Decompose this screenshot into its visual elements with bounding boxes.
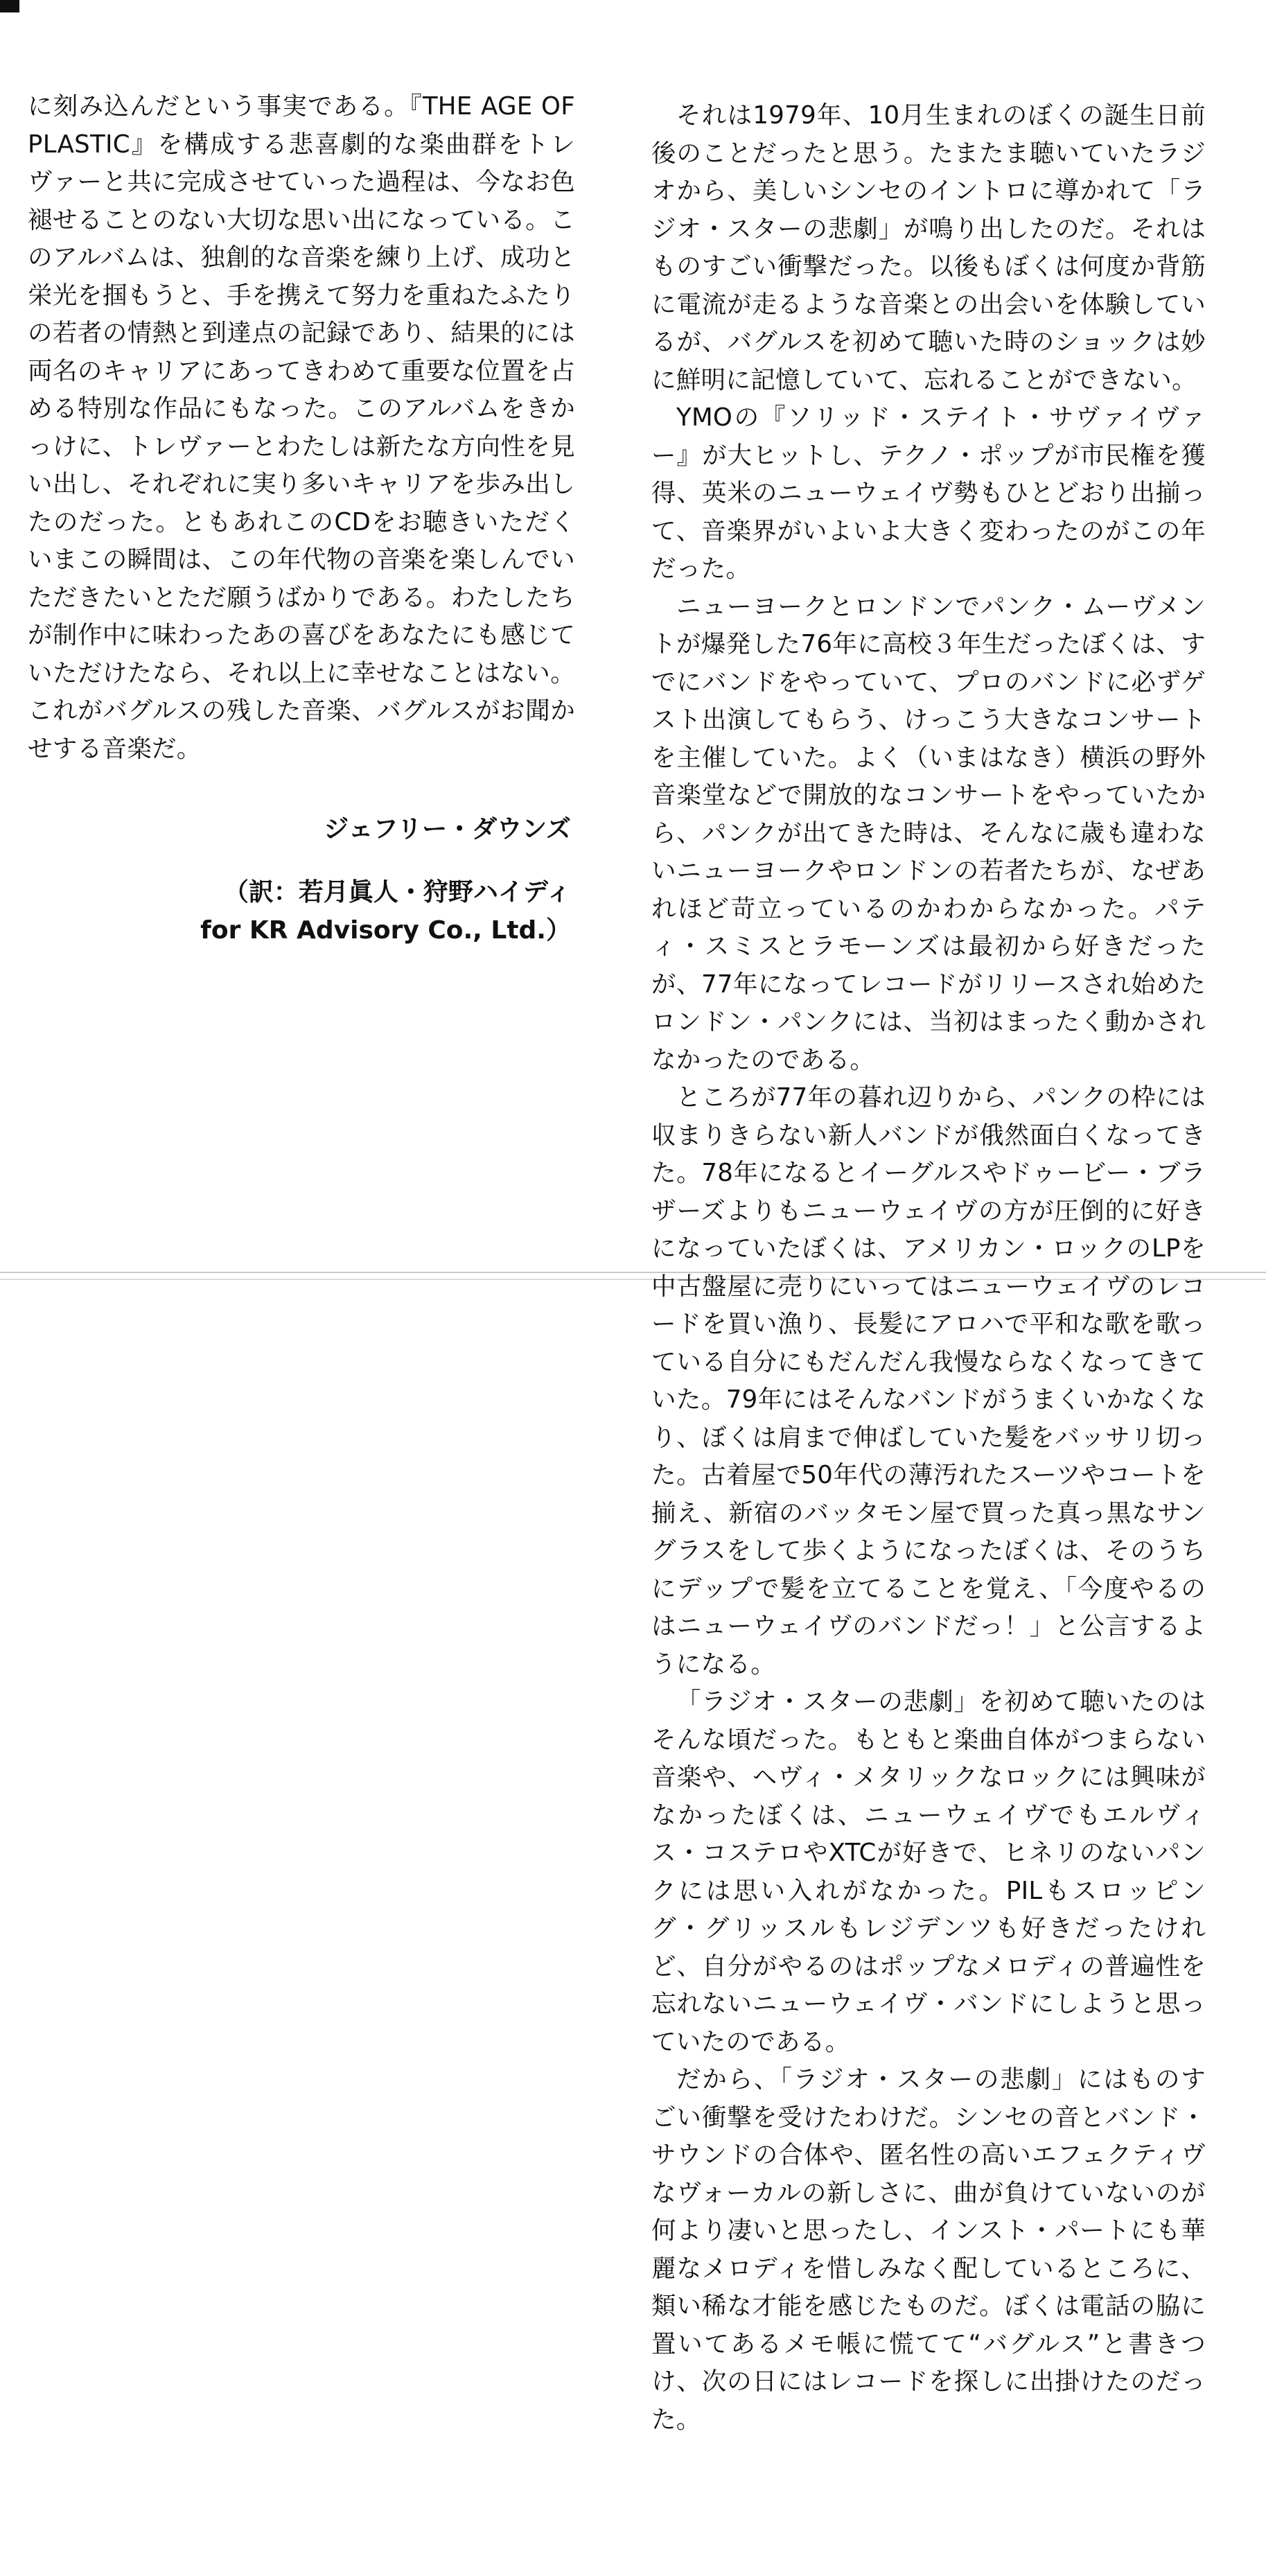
right-paragraph: ところが77年の暮れ辺りから、パンクの枠には収まりきらない新人バンドが俄然面白くなってきた。78年になるとイーグルスやドゥービー・ブラザーズよりもニューウェイヴの方が圧倒的に好きになっていたぼくは、アメリカン・ロックのLPを中古盤屋に売りにいってはニューウェイヴのレコードを買い漁り、長髪にアロハで平和な歌を歌っている自分にもだんだん我慢ならなくなってきていた。79年にはそんなバンドがうまくいかなくなり、ぼくは肩まで伸ばしていた髪をバッサリ切った。古着屋で50年代の薄汚れたスーツやコートを揃え、新宿のバッタモン屋で買った真っ黒なサングラスをして歩くようになったぼくは、そのうちにデップで髪を立てることを覚え、「今度やるのはニューウェイヴのバンドだっ！」と公言するようになる。 [651,1083,1206,1679]
right-paragraph: YMOの『ソリッド・ステイト・サヴァイヴァー』が大ヒットし、テクノ・ポップが市民権を獲得、英米のニューウェイヴ勢もひとどおり出揃って、音楽界がいよいよ大きく変わったのがこの年だった。 [651,403,1206,583]
left-column [28,0,575,949]
left-paragraph: に刻み込んだという事実である。『THE AGE OF PLASTIC』を構成する悲喜劇的な楽曲群をトレヴァーと共に完成させていった過程は、今なお色褪せることのない大切な思い出になっている。このアルバムは、独創的な音楽を練り上げ、成功と栄光を掴もうと、手を携えて努力を重ねたふたりの若者の情熱と到達点の記録であり、結果的には両名のキャリアにあってきわめて重要な位置を占める特別な作品にもなった。このアルバムをきかっけに、トレヴァーとわたしは新たな方向性を見い出し、それぞれに実り多いキャリアを歩み出したのだった。ともあれこのCDをお聴きいただくいまこの瞬間は、この年代物の音楽を楽しんでいただきたいとただ願うばかりである。わたしたちが制作中に味わったあの喜びをあなたにも感じていただけたなら、それ以上に幸せなことはない。これがバグルスの残した音楽、バグルスがお聞かせする音楽だ。 [28,92,575,763]
translator-credit [28,873,571,949]
right-column [651,0,1206,2439]
scan-corner-mark [0,0,19,12]
right-paragraph: 「ラジオ・スターの悲劇」を初めて聴いたのはそんな頃だった。もともと楽曲自体がつまらない音楽や、ヘヴィ・メタリックなロックには興味がなかったぼくは、ニューウェイヴでもエルヴィス・コステロやXTCが好きで、ヒネリのないパンクには思い入れがなかった。PILもスロッピング・グリッスルもレジデンツも好きだったけれど、自分がやるのはポップなメロディの普遍性を忘れないニューウェイヴ・バンドにしようと思っていたのである。 [651,1688,1206,2056]
right-paragraph: それは1979年、10月生まれのぼくの誕生日前後のことだったと思う。たまたま聴いていたラジオから、美しいシンセのイントロに導かれて「ラジオ・スターの悲劇」が鳴り出したのだ。それはものすごい衝撃だった。以後もぼくは何度か背筋に電流が走るような音楽との出会いを体験しているが、バグルスを初めて聴いた時のショックは妙に鮮明に記憶していて、忘れることができない。 [651,101,1206,394]
author-signature: ジェフリー・ダウンズ [324,815,571,843]
right-paragraph: だから、「ラジオ・スターの悲劇」にはものすごい衝撃を受けたわけだ。シンセの音とバンド・サウンドの合体や、匿名性の高いエフェクティヴなヴォーカルの新しさに、曲が負けていないのが何より凄いと思ったし、インスト・パートにも華麗なメロディを惜しみなく配しているところに、類い稀な才能を感じたものだ。ぼくは電話の脇に置いてあるメモ帳に慌てて“バグルス”と書きつけ、次の日にはレコードを探しに出掛けたのだった。 [651,2065,1206,2434]
right-paragraph: ニューヨークとロンドンでパンク・ムーヴメントが爆発した76年に高校３年生だったぼくは、すでにバンドをやっていて、プロのバンドに必ずゲスト出演してもらう、けっこう大きなコンサートを主催していた。よく（いまはなき）横浜の野外音楽堂などで開放的なコンサートをやっていたから、パンクが出てきた時は、そんなに歳も違わないニューヨークやロンドンの若者たちが、なぜあれほど苛立っているのかわからなかった。パティ・スミスとラモーンズは最初から好きだったが、77年になってレコードがリリースされ始めたロンドン・パンクには、当初はまったく動かされなかったのである。 [651,592,1206,1074]
translator-credit-line: （訳：若月眞人・狩野ハイディ [223,878,571,906]
translator-credit-line: for KR Advisory Co., Ltd.） [200,916,571,945]
